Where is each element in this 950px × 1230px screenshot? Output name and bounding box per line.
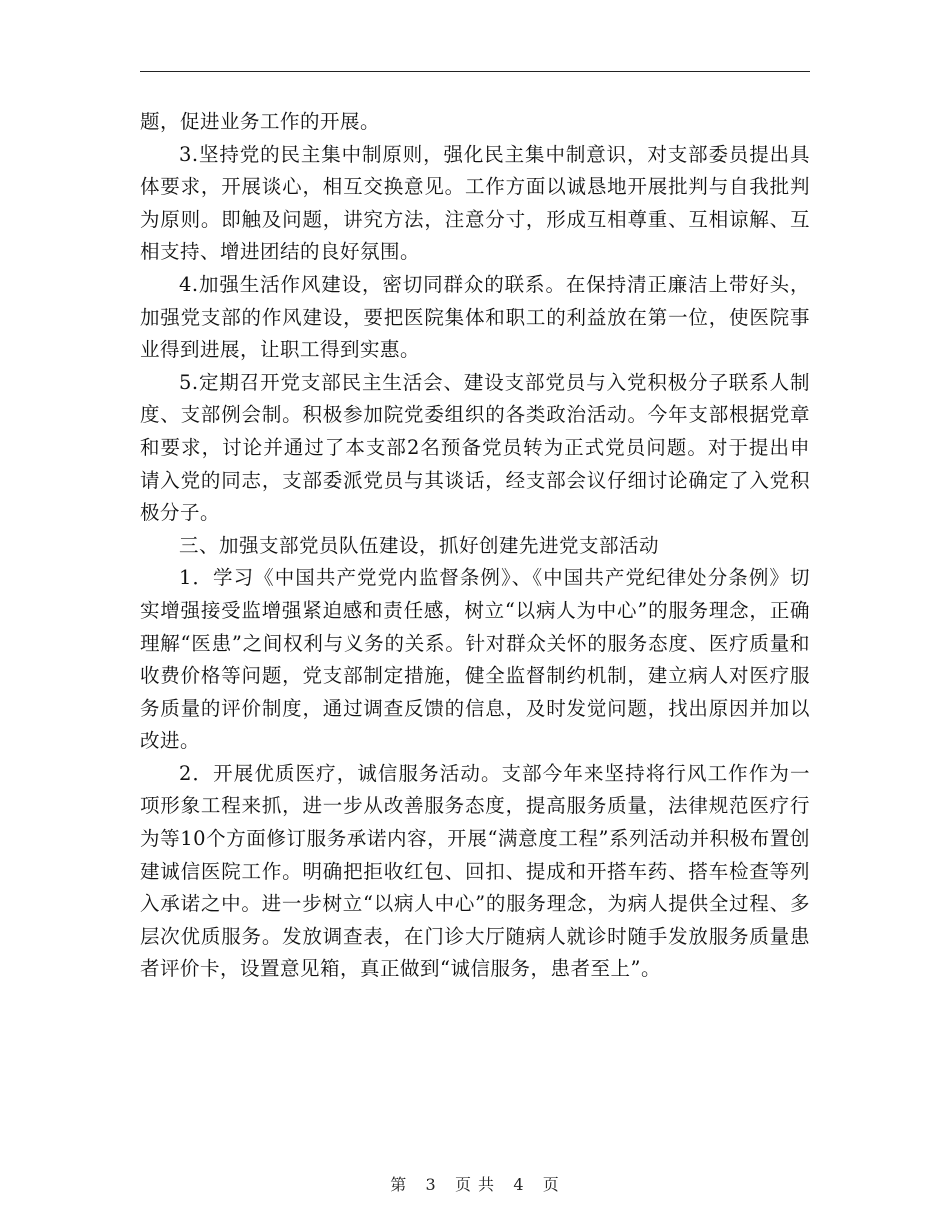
paragraph-5: 1．学习《中国共产党党内监督条例》、《中国共产党纪律处分条例》切实增强接受监增强紧迫感和责任感，树立“以病人为中心”的服务理念，正确理解“医患”之间权利与义务的关系。针对群众关怀的服务态度、医疗质量和收费价格等问题，党支部制定措施，健全监督制约机制，建立病人对医疗服务质量的评价制度，通过调查反馈的信息，及时发觉问题，找出原因并加以改进。 bbox=[140, 566, 810, 753]
paragraph-3: 4.加强生活作风建设，密切同群众的联系。在保持清正廉洁上带好头，加强党支部的作风建设，要把医院集体和职工的利益放在第一位，使医院事业得到进展，让职工得到实惠。 bbox=[140, 272, 810, 362]
section-heading: 三、加强支部党员队伍建设，抓好创建先进党支部活动 bbox=[179, 533, 660, 557]
paragraph-1: 题，促进业务工作的开展。 bbox=[140, 110, 381, 133]
footer-total-pages: 4 bbox=[513, 1175, 525, 1194]
paragraph-4: 5.定期召开党支部民主生活会、建设支部党员与入党积极分子联系人制度、支部例会制。积极参加院党委组织的各类政治活动。今年支部根据党章和要求，讨论并通过了本支部2名预备党员转为正式党员问题。对于提出申请入党的同志，支部委派党员与其谈话，经支部会议仔细讨论确定了入党积极分子。 bbox=[140, 370, 810, 525]
footer-middle: 页 共 bbox=[454, 1175, 496, 1194]
document-body bbox=[140, 106, 810, 986]
paragraph-6: 2．开展优质医疗，诚信服务活动。支部今年来坚持将行风工作作为一项形象工程来抓，进一步从改善服务态度，提高服务质量，法律规范医疗行为等10个方面修订服务承诺内容，开展“满意度工程”系列活动并积极布置创建诚信医院工作。明确把拒收红包、回扣、提成和开搭车药、搭车检查等列入承诺之中。进一步树立“以病人中心”的服务理念，为病人提供全过程、多层次优质服务。发放调查表，在门诊大厅随病人就诊时随手发放服务质量患者评价卡，设置意见箱，真正做到“诚信服务，患者至上”。 bbox=[140, 761, 810, 981]
footer-current-page: 3 bbox=[425, 1175, 437, 1194]
header-rule bbox=[140, 71, 810, 72]
footer-suffix: 页 bbox=[542, 1175, 560, 1194]
page-footer bbox=[0, 1172, 950, 1195]
footer-prefix: 第 bbox=[390, 1175, 408, 1194]
paragraph-2: 3.坚持党的民主集中制原则，强化民主集中制意识，对支部委员提出具体要求，开展谈心，相互交换意见。工作方面以诚恳地开展批判与自我批判为原则。即触及问题，讲究方法，注意分寸，形成互相尊重、互相谅解、互相支持、增进团结的良好氛围。 bbox=[140, 142, 810, 264]
